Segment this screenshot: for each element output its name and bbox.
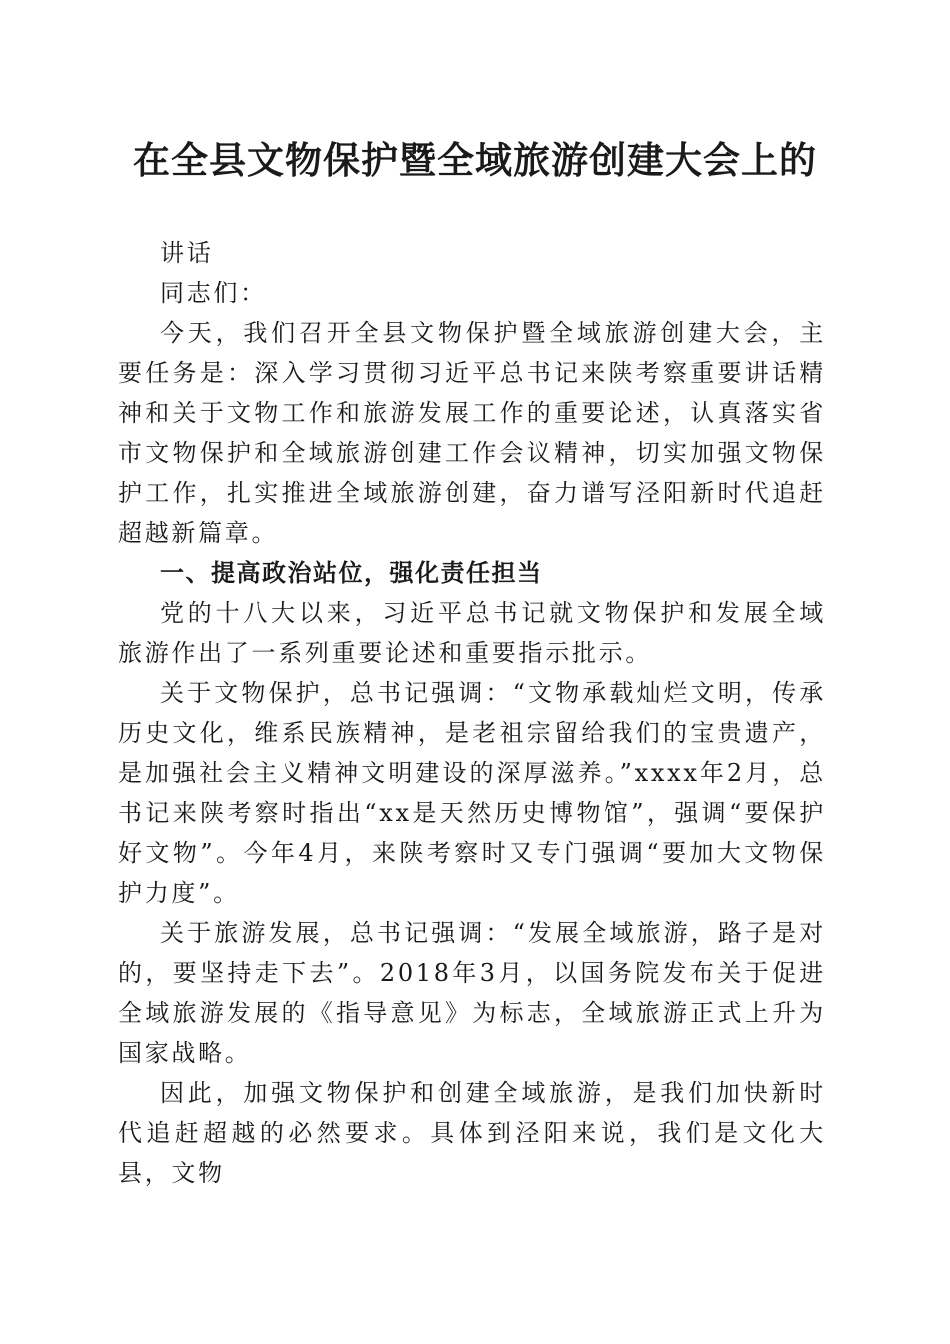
paragraph-body: 因此，加强文物保护和创建全域旅游，是我们加快新时代追赶超越的必然要求。具体到泾阳来说，我们是文化大县，文物 (118, 1079, 826, 1187)
document-title: 在全县文物保护暨全域旅游创建大会上的 (133, 138, 817, 182)
section-heading-1: 一、提高政治站位，强化责任担当 (160, 559, 543, 587)
paragraph-intro: 今天，我们召开全县文物保护暨全域旅游创建大会，主要任务是：深入学习贯彻习近平总书记来陕考察重要讲话精神和关于文物工作和旅游发展工作的重要论述，认真落实省市文物保护和全域旅游创建工作会议精神，切实加强文物保护工作，扎实推进全域旅游创建，奋力谱写泾阳新时代追赶超越新篇章。 (118, 319, 826, 547)
document-body (118, 233, 826, 1193)
paragraph-salutation: 同志们： (160, 279, 267, 307)
paragraph-speech-label: 讲话 (160, 239, 214, 267)
paragraph-body: 关于旅游发展，总书记强调：“发展全域旅游，路子是对的，要坚持走下去”。2018年3月，以国务院发布关于促进全域旅游发展的《指导意见》为标志，全域旅游正式上升为国家战略。 (118, 919, 826, 1067)
paragraph-body: 党的十八大以来，习近平总书记就文物保护和发展全域旅游作出了一系列重要论述和重要指示批示。 (118, 599, 826, 667)
paragraph-body: 关于文物保护，总书记强调：“文物承载灿烂文明，传承历史文化，维系民族精神，是老祖宗留给我们的宝贵遗产，是加强社会主义精神文明建设的深厚滋养。”xxxx年2月，总书记来陕考察时指出“xx是天然历史博物馆”，强调“要保护好文物”。今年4月，来陕考察时又专门强调“要加大文物保护力度”。 (118, 679, 826, 907)
